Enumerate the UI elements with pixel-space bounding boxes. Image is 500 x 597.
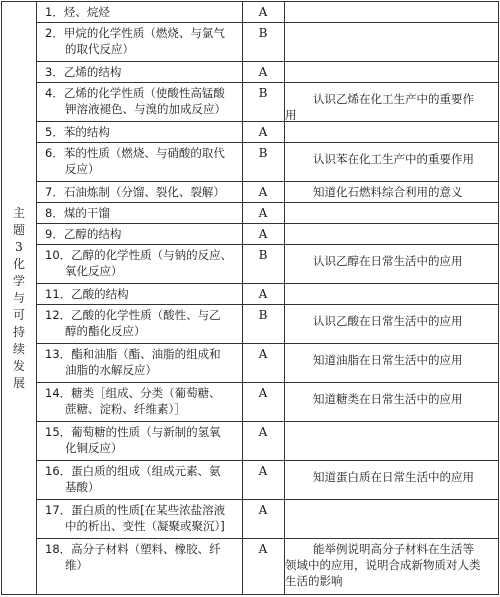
content-item-line: 11．乙酸的结构 [45,287,129,301]
requirement-cell [285,143,497,167]
level-cell: A [258,425,268,439]
content-item-line: 16．蛋白质的组成（组成元素、氨 [45,464,221,478]
table-row [37,2,498,23]
requirement-cell [285,83,497,123]
level-cell: B [258,248,268,262]
requirement-cell [285,62,497,64]
content-item [45,62,241,80]
level-cell: A [258,185,268,199]
requirement-line: 认识苯在化工生产中的重要作用 [313,152,474,166]
table-row [37,23,498,62]
requirement-cell [285,182,497,200]
level-cell: B [258,26,268,40]
table-row [37,182,498,203]
table-row [37,203,498,224]
content-item [45,461,241,495]
table-row [37,83,498,122]
table-row [37,383,498,422]
content-item-line: 蔗糖、淀粉、纤维素）］ [65,402,186,416]
content-item [45,2,241,20]
requirement-cell [285,344,497,368]
table-row [37,500,498,539]
requirement-cell [285,461,497,485]
table-row [37,284,498,305]
content-item [45,203,241,221]
content-item-line: 10．乙醇的化学性质（与钠的反应、 [45,248,233,262]
requirement-line: 生活的影响 [285,574,343,588]
requirement-cell [285,224,497,226]
level-cell: B [258,308,268,322]
content-item-line: 醇的酯化反应） [65,324,146,338]
content-item [45,383,241,417]
level-cell: A [258,386,268,400]
requirement-cell [285,422,497,424]
content-item [45,143,241,177]
content-item [45,500,241,534]
content-item [45,83,241,117]
content-item [45,305,241,339]
table-row [37,422,498,461]
requirement-cell [285,305,497,329]
content-item-line: 2．甲烷的化学性质（燃烧、与氯气 [45,26,225,40]
content-item-line: 12．乙酸的化学性质（酸性、与乙 [45,308,221,322]
requirement-line: 知道化石燃料综合利用的意义 [313,185,463,199]
table-row [37,461,498,500]
content-item-line: 氧化反应） [65,264,123,278]
level-cell: A [258,287,268,301]
requirement-line: 认识乙醇在日常生活中的应用 [313,254,463,268]
level-cell: A [258,503,268,517]
requirement-cell [285,539,497,589]
content-item-line: 5．苯的结构 [45,125,110,139]
content-item-line: 1．烃、烷烃 [45,5,110,19]
level-cell: A [258,542,268,556]
requirement-cell [285,245,497,269]
content-item-line: 中的析出、变性（凝聚或聚沉）] [65,519,225,533]
requirement-line: 用 [285,108,297,122]
level-cell: A [258,65,268,79]
level-cell: A [258,206,268,220]
content-item-line: 基酸） [65,480,100,494]
content-item-line: 维） [65,558,88,572]
content-item [45,122,241,140]
content-item-line: 反应） [65,162,100,176]
curriculum-table [1,1,499,595]
content-item-line: 8．煤的干馏 [45,206,110,220]
requirement-cell [285,2,497,4]
table-row [37,305,498,344]
content-item-line: 15．葡萄糖的性质（与新制的氢氧 [45,425,221,439]
content-item-line: 18．高分子材料（塑料、橡胶、纤 [45,542,221,556]
content-item-line: 9．乙醇的结构 [45,227,122,241]
requirement-line: 领域中的应用，说明合成新物质对人类 [285,558,481,572]
content-item [45,23,241,57]
requirement-cell [285,203,497,205]
requirement-cell [285,23,497,25]
requirement-line: 知道糖类在日常生活中的应用 [313,392,463,406]
content-item-line: 的取代反应） [65,42,134,56]
level-cell: B [258,146,268,160]
content-item [45,422,241,456]
table-row [37,539,498,594]
content-item [45,344,241,378]
content-item-line: 7．石油炼制（分馏、裂化、裂解） [45,185,225,199]
requirement-line: 知道油脂在日常生活中的应用 [313,353,463,367]
theme-label: 主题3化学与可持续发展 [12,205,25,390]
table-row [37,224,498,245]
content-item-line: 化铜反应） [65,441,123,455]
content-item [45,245,241,279]
level-cell: A [258,347,268,361]
requirement-cell [285,383,497,407]
content-item-line: 3．乙烯的结构 [45,65,122,79]
requirement-line: 认识乙酸在日常生活中的应用 [313,314,463,328]
content-item-line: 14．糖类［组成、分类（葡萄糖、 [45,386,221,400]
content-item [45,182,241,200]
requirement-cell [285,122,497,124]
content-item-line: 6．苯的性质（燃烧、与硝酸的取代 [45,146,225,160]
content-item [45,284,241,302]
requirement-cell [285,284,497,286]
requirement-line: 知道蛋白质在日常生活中的应用 [313,470,474,484]
requirement-line: 能举例说明高分子材料在生活等 [313,542,474,556]
level-cell: A [258,464,268,478]
requirement-line: 认识乙烯在化工生产中的重要作 [313,92,474,106]
table-row [37,344,498,383]
level-cell: B [258,86,268,100]
level-cell: A [258,227,268,241]
content-item-line: 4．乙烯的化学性质（使酸性高锰酸 [45,86,225,100]
table-row [37,245,498,284]
content-item-line: 油脂的水解反应） [65,363,157,377]
level-cell: A [258,5,268,19]
theme-cell [2,2,36,594]
content-item-line: 17．蛋白质的性质[在某些浓盐溶液 [45,503,226,517]
content-item [45,224,241,242]
table-row [37,122,498,143]
level-cell: A [258,125,268,139]
content-item-line: 13．酯和油脂（酯、油脂的组成和 [45,347,221,361]
table-row [37,62,498,83]
content-item [45,539,241,573]
content-item-line: 钾溶液褪色、与溴的加成反应） [65,102,226,116]
table-row [37,143,498,182]
requirement-cell [285,500,497,502]
